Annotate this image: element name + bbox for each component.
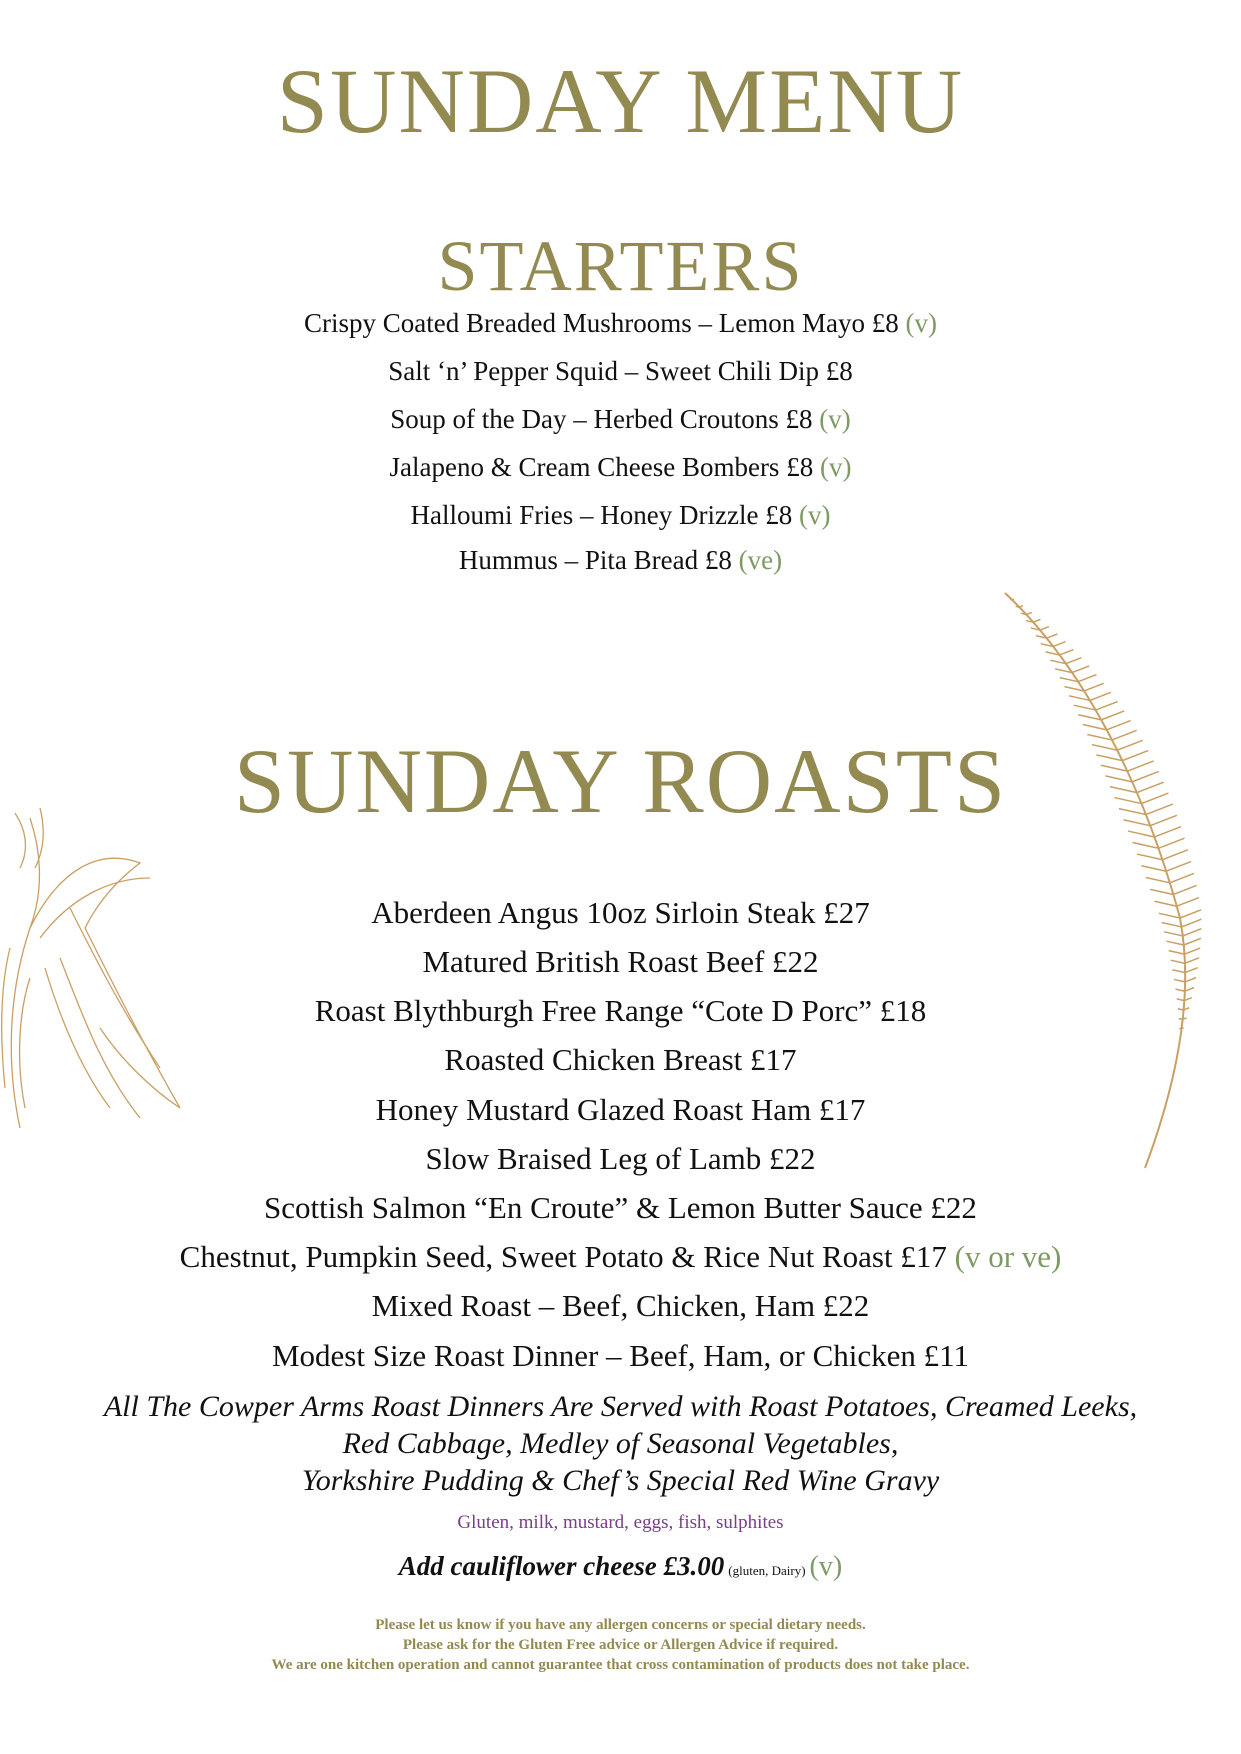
served-with-line: All The Cowper Arms Roast Dinners Are Served with Roast Potatoes, Creamed Leeks,: [103, 1390, 1138, 1423]
list-item: [0, 500, 1241, 531]
item-text: Matured British Roast Beef £22: [422, 944, 819, 979]
fern-frond: [1128, 831, 1154, 837]
diet-tag: (v): [905, 308, 937, 338]
addon-allergens: (gluten, Dairy): [728, 1563, 806, 1578]
list-item: [0, 308, 1241, 339]
diet-tag: (v or ve): [954, 1239, 1062, 1274]
fern-frond: [1012, 599, 1014, 600]
list-item: [0, 1338, 1241, 1374]
fern-illustration: [995, 588, 1241, 1178]
fern-frond: [1016, 606, 1020, 607]
fern-frond: [1053, 642, 1065, 647]
fern-frond: [1164, 932, 1183, 936]
fern-frond: [1146, 877, 1170, 882]
item-text: Roasted Chicken Breast £17: [444, 1042, 797, 1077]
item-text: Halloumi Fries – Honey Drizzle £8: [410, 500, 793, 530]
diet-tag: (v): [819, 404, 851, 434]
fern-frond: [1060, 650, 1074, 655]
fern-frond: [1026, 612, 1031, 614]
fern-frond: [1107, 721, 1131, 730]
fern-frond: [1101, 711, 1124, 720]
item-text: Modest Size Roast Dinner – Beef, Ham, or Chicken £11: [271, 1338, 970, 1373]
item-text: Salt ‘n’ Pepper Squid – Sweet Chili Dip £8: [388, 356, 853, 386]
fern-frond: [1141, 866, 1166, 872]
allergen-list: Gluten, milk, mustard, eggs, fish, sulphites: [457, 1512, 784, 1533]
item-text: Honey Mustard Glazed Roast Ham £17: [375, 1092, 866, 1127]
item-text: Aberdeen Angus 10oz Sirloin Steak £27: [371, 895, 870, 930]
cauliflower-addon: [0, 1551, 1241, 1583]
fern-frond: [1072, 666, 1089, 673]
menu-title: SUNDAY MENU: [276, 50, 965, 152]
list-item: [0, 356, 1241, 387]
list-item: [0, 944, 1241, 980]
served-with-note: [0, 1388, 1241, 1499]
footer-line: Please let us know if you have any allergen concerns or special dietary needs.: [375, 1617, 866, 1633]
list-item: [0, 1092, 1241, 1128]
fern-frond: [1084, 683, 1104, 691]
footer-line: We are one kitchen operation and cannot guarantee that cross contamination of products does not take place.: [271, 1657, 970, 1673]
item-text: Crispy Coated Breaded Mushrooms – Lemon Mayo £8: [304, 308, 899, 338]
allergen-footer: [0, 1615, 1241, 1675]
fern-frond: [1170, 873, 1194, 882]
fern-frond: [1162, 850, 1187, 860]
starters-heading: STARTERS: [437, 226, 804, 306]
diet-tag: (ve): [738, 545, 783, 575]
fern-frond: [1132, 843, 1158, 849]
served-with-line: Yorkshire Pudding & Chef’s Special Red Wine Gravy: [301, 1464, 940, 1497]
list-item: [0, 1042, 1241, 1078]
fern-frond: [1158, 838, 1184, 848]
list-item: [0, 1288, 1241, 1324]
list-item: [0, 1190, 1241, 1226]
fern-frond: [1047, 634, 1058, 638]
list-item: [0, 404, 1241, 435]
item-text: Mixed Roast – Beef, Chicken, Ham £22: [371, 1288, 870, 1323]
list-item: [0, 993, 1241, 1029]
served-with-line: Red Cabbage, Medley of Seasonal Vegetables,: [342, 1427, 899, 1460]
item-text: Chestnut, Pumpkin Seed, Sweet Potato & Rice Nut Roast £17: [179, 1239, 947, 1274]
roasts-heading: SUNDAY ROASTS: [233, 730, 1008, 832]
footer-line: Please ask for the Gluten Free advice or Allergen Advice if required.: [402, 1637, 839, 1653]
fern-frond: [1078, 675, 1096, 682]
fern-frond: [1150, 889, 1173, 894]
addon-text: Add cauliflower cheese £3.00: [398, 1551, 725, 1581]
fern-frond: [1154, 827, 1180, 837]
fern-frond: [1096, 702, 1118, 711]
diet-tag: (v): [809, 1551, 843, 1582]
fern-frond: [1019, 606, 1023, 607]
list-item: [0, 1141, 1241, 1177]
fern-frond: [1137, 854, 1162, 860]
fern-frond: [1040, 627, 1049, 631]
list-item: [0, 452, 1241, 483]
item-text: Soup of the Day – Herbed Croutons £8: [390, 404, 813, 434]
list-item: [0, 545, 1241, 576]
item-text: Jalapeno & Cream Cheese Bombers £8: [389, 452, 814, 482]
item-text: Hummus – Pita Bread £8: [458, 545, 732, 575]
list-item: [0, 1239, 1241, 1275]
fern-frond: [1166, 862, 1191, 872]
fern-frond: [1173, 885, 1196, 894]
item-text: Slow Braised Leg of Lamb £22: [425, 1141, 816, 1176]
diet-tag: (v): [798, 500, 831, 530]
list-item: [0, 895, 1241, 931]
fern-frond: [1185, 988, 1194, 992]
fern-frond: [1175, 989, 1184, 991]
fern-frond: [1033, 619, 1040, 622]
item-text: Scottish Salmon “En Croute” & Lemon Butter Sauce £22: [264, 1190, 977, 1225]
fern-frond: [1090, 692, 1111, 700]
diet-tag: (v): [819, 452, 852, 482]
fern-frond: [1066, 658, 1082, 664]
item-text: Roast Blythburgh Free Range “Cote D Porc” £18: [314, 993, 927, 1028]
